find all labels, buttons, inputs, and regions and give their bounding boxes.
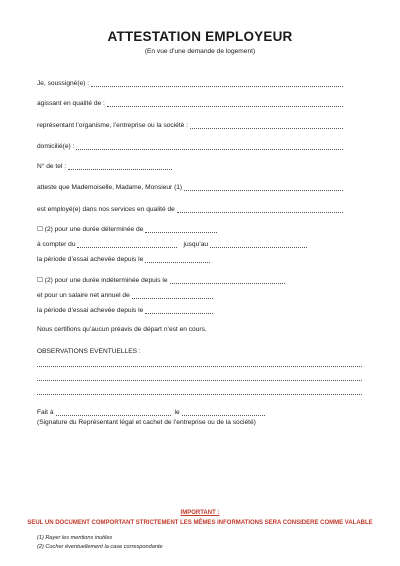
- field-soussigne-label: Je, soussigné(e) :: [37, 80, 90, 87]
- cdd-essai[interactable]: [37, 254, 210, 263]
- observations-heading: OBSERVATIONS EVENTUELLES :: [37, 348, 141, 355]
- cdi-salaire-label: et pour un salaire net annuel de: [37, 292, 130, 299]
- cdi-essai[interactable]: [37, 305, 213, 314]
- le-label: le: [174, 409, 180, 416]
- field-qualite-line[interactable]: [107, 100, 343, 107]
- cdi-salaire-line[interactable]: [132, 292, 213, 299]
- observations-line[interactable]: [37, 388, 362, 395]
- cdi-salaire[interactable]: [37, 290, 213, 299]
- cdd-a-compter-label: à compter du: [37, 241, 76, 248]
- field-employe[interactable]: [37, 204, 343, 213]
- page-subtitle: (En vue d’une demande de logement): [144, 48, 256, 55]
- le-line[interactable]: [182, 409, 265, 416]
- cdd-line[interactable]: [145, 226, 217, 233]
- fait-a-label: Fait à: [37, 409, 54, 416]
- cdd-jusqu-label: jusqu’au: [183, 241, 209, 248]
- field-domicilie[interactable]: [37, 141, 343, 150]
- cdd-option[interactable]: [37, 224, 217, 233]
- field-soussigne[interactable]: [37, 78, 343, 87]
- field-qualite[interactable]: [37, 98, 343, 107]
- signature-note: (Signature du Représentant légal et cachet de l’entreprise ou de la société): [37, 419, 256, 426]
- cdi-essai-line[interactable]: [145, 307, 213, 314]
- field-atteste-label: atteste que Mademoiselle, Madame, Monsieur (1): [37, 184, 183, 191]
- important-title: IMPORTANT :: [180, 510, 220, 516]
- field-tel-label: N° de tel :: [37, 163, 67, 170]
- field-qualite-label: agissant en qualité de :: [37, 100, 105, 107]
- field-representant-label: représentant l’organisme, l’entreprise ou la société :: [37, 122, 189, 129]
- important-text: SEUL UN DOCUMENT COMPORTANT STRICTEMENT LES MÊMES INFORMATIONS SERA CONSIDERE COMME VALABLE: [27, 520, 373, 526]
- cdd-dates[interactable]: [37, 239, 307, 248]
- cdi-line[interactable]: [170, 277, 285, 284]
- footnote-2: (2) Cocher éventuellement la case correspondante: [37, 544, 163, 550]
- observations-line[interactable]: [37, 360, 362, 367]
- page-title: ATTESTATION EMPLOYEUR: [107, 29, 293, 44]
- field-representant[interactable]: [37, 120, 343, 129]
- cdd-essai-line[interactable]: [145, 256, 210, 263]
- field-employe-line[interactable]: [177, 206, 343, 213]
- field-domicilie-line[interactable]: [76, 143, 343, 150]
- cdi-label: ☐ (2) pour une durée indéterminée depuis le: [37, 277, 168, 284]
- cdd-label: ☐ (2) pour une durée déterminée de: [37, 226, 144, 233]
- fait-a-row[interactable]: [37, 407, 265, 416]
- cdd-essai-label: la période d’essai achevée depuis le: [37, 256, 144, 263]
- cdi-option[interactable]: [37, 275, 285, 284]
- field-domicilie-label: domicilié(e) :: [37, 143, 75, 150]
- cdd-jusqu-line[interactable]: [210, 241, 307, 248]
- cdi-essai-label: la période d’essai achevée depuis le: [37, 307, 144, 314]
- field-tel[interactable]: [37, 161, 172, 170]
- certification-text: Nous certifions qu’aucun préavis de départ n’est en cours.: [37, 326, 207, 333]
- fait-a-line[interactable]: [56, 409, 171, 416]
- cdd-a-compter-line[interactable]: [77, 241, 177, 248]
- field-atteste-line[interactable]: [184, 184, 343, 191]
- observations-line[interactable]: [37, 374, 362, 381]
- field-employe-label: est employé(e) dans nos services en qualité de: [37, 206, 175, 213]
- field-atteste[interactable]: [37, 182, 343, 191]
- field-soussigne-line[interactable]: [91, 80, 343, 87]
- field-tel-line[interactable]: [68, 163, 172, 170]
- field-representant-line[interactable]: [190, 122, 343, 129]
- footnote-1: (1) Rayer les mentions inutiles: [37, 535, 113, 541]
